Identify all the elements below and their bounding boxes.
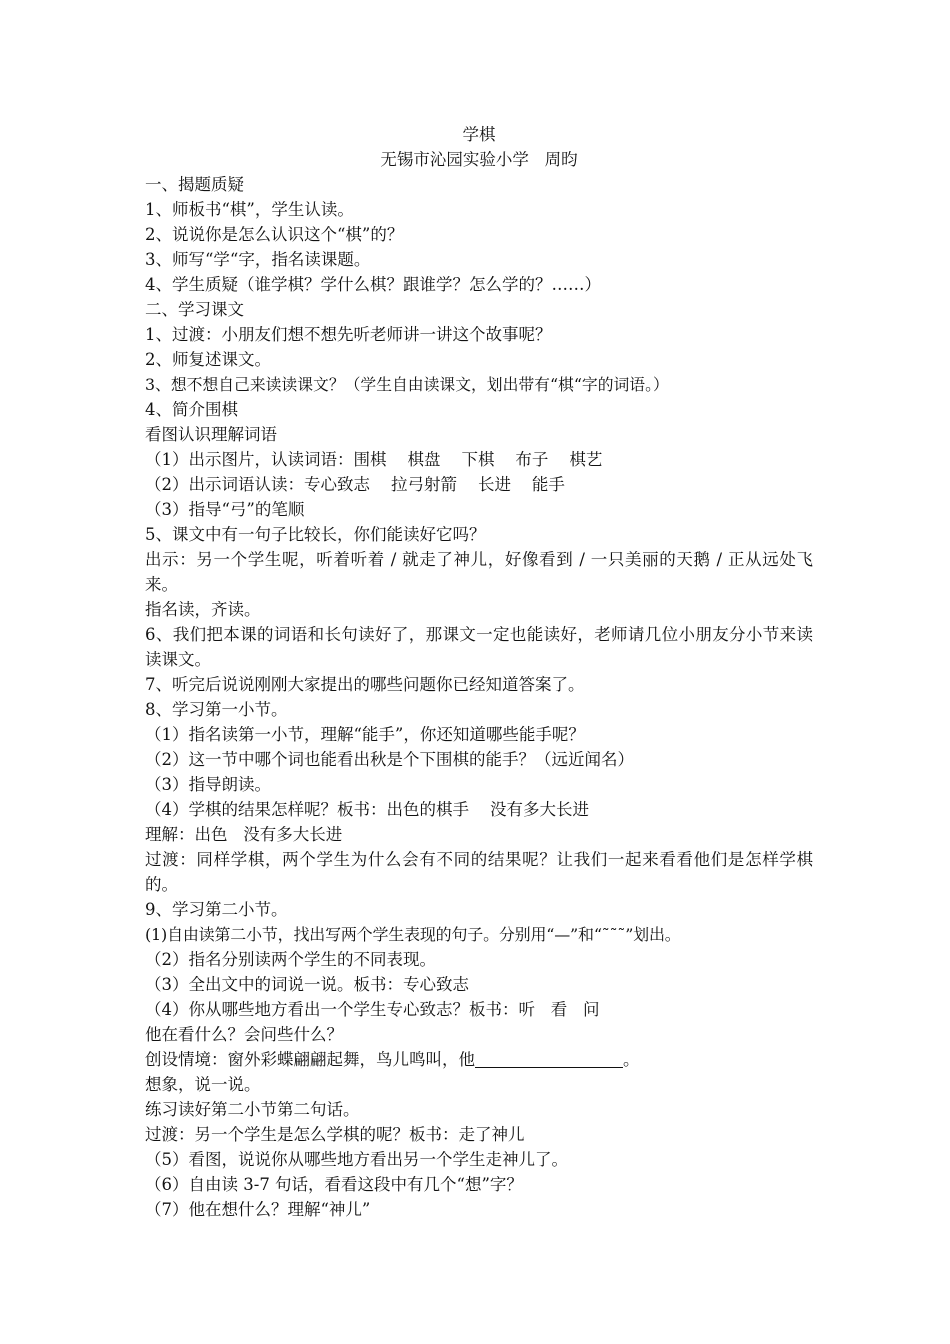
doc-title: 学棋 — [462, 125, 496, 144]
text-line: （2）出示词语认读：专心致志 拉弓射箭 长进 能手 — [145, 475, 565, 494]
fill-in-line — [145, 1047, 813, 1072]
text-line: 4、简介围棋 — [145, 400, 238, 419]
text-line: 理解：出色 没有多大长进 — [145, 825, 343, 844]
text-line: 2、师复述课文。 — [145, 350, 271, 369]
text-line: （7）他在想什么？理解“神儿” — [145, 1200, 371, 1219]
text-line: （4）学棋的结果怎样呢？板书：出色的棋手 没有多大长进 — [145, 800, 589, 819]
text-line: （2）指名分别读两个学生的不同表现。 — [145, 950, 436, 969]
text-line: 9、学习第二小节。 — [145, 900, 288, 919]
text-line: （5）看图，说说你从哪些地方看出另一个学生走神儿了。 — [145, 1150, 568, 1169]
text-line: 1、师板书“棋”，学生认读。 — [145, 200, 354, 219]
text-line: （6）自由读 3-7 句话，看看这段中有几个“想”字？ — [145, 1175, 523, 1194]
text-line: 8、学习第一小节。 — [145, 700, 288, 719]
text-paragraph: 过渡：同样学棋，两个学生为什么会有不同的结果呢？让我们一起来看看他们是怎样学棋的。 — [145, 850, 813, 894]
text-line: （3）全出文中的词说一说。板书：专心致志 — [145, 975, 469, 994]
section-heading: 二、学习课文 — [145, 300, 244, 319]
text-line: （1）出示图片，认读词语：围棋 棋盘 下棋 布子 棋艺 — [145, 450, 603, 469]
text-paragraph: 6、我们把本课的词语和长句读好了，那课文一定也能读好，老师请几位小朋友分小节来读读课文。 — [145, 625, 813, 669]
text-line: 想象，说一说。 — [145, 1075, 261, 1094]
text-line: 他在看什么？会问些什么？ — [145, 1025, 343, 1044]
text-line: （4）你从哪些地方看出一个学生专心致志？板书：听 看 问 — [145, 1000, 600, 1019]
section-heading: 一、揭题质疑 — [145, 175, 244, 194]
text-line: 练习读好第二小节第二句话。 — [145, 1100, 360, 1119]
text-line: （1）指名读第一小节，理解“能手”，你还知道哪些能手呢？ — [145, 725, 585, 744]
text-line: 看图认识理解词语 — [145, 425, 277, 444]
text-line: 过渡：另一个学生是怎么学棋的呢？板书：走了神儿 — [145, 1125, 525, 1144]
text-line: 7、听完后说说刚刚大家提出的哪些问题你已经知道答案了。 — [145, 675, 585, 694]
text-line: 4、学生质疑（谁学棋？学什么棋？跟谁学？怎么学的？……） — [145, 275, 601, 294]
text-line: (1)自由读第二小节，找出写两个学生表现的句子。分别用“—”和“˜˜˜”划出。 — [145, 925, 681, 944]
text-line: 5、课文中有一句子比较长，你们能读好它吗？ — [145, 525, 486, 544]
text-line: 指名读，齐读。 — [145, 600, 261, 619]
text-line: （2）这一节中哪个词也能看出秋是个下围棋的能手？（远近闻名） — [145, 750, 634, 769]
text-paragraph: 出示：另一个学生呢，听着听着 / 就走了神儿，好像看到 / 一只美丽的天鹅 / 正从远处飞来。 — [145, 550, 813, 594]
text-line: 3、师写“学“字，指名读课题。 — [145, 250, 371, 269]
fill-in-prefix: 创设情境：窗外彩蝶翩翩起舞，鸟儿鸣叫，他 — [145, 1050, 475, 1069]
text-line: （3）指导“弓”的笔顺 — [145, 500, 305, 519]
doc-author: 无锡市沁园实验小学 周昀 — [380, 150, 578, 169]
fill-in-suffix: 。 — [623, 1050, 640, 1069]
text-line: 1、过渡：小朋友们想不想先听老师讲一讲这个故事呢？ — [145, 325, 552, 344]
text-line: 3、想不想自己来读读课文？（学生自由读课文，划出带有“棋“字的词语。） — [145, 375, 669, 394]
fill-in-blank — [475, 1049, 623, 1068]
text-line: 2、说说你是怎么认识这个“棋”的？ — [145, 225, 404, 244]
text-line: （3）指导朗读。 — [145, 775, 271, 794]
document-page — [145, 122, 813, 1222]
